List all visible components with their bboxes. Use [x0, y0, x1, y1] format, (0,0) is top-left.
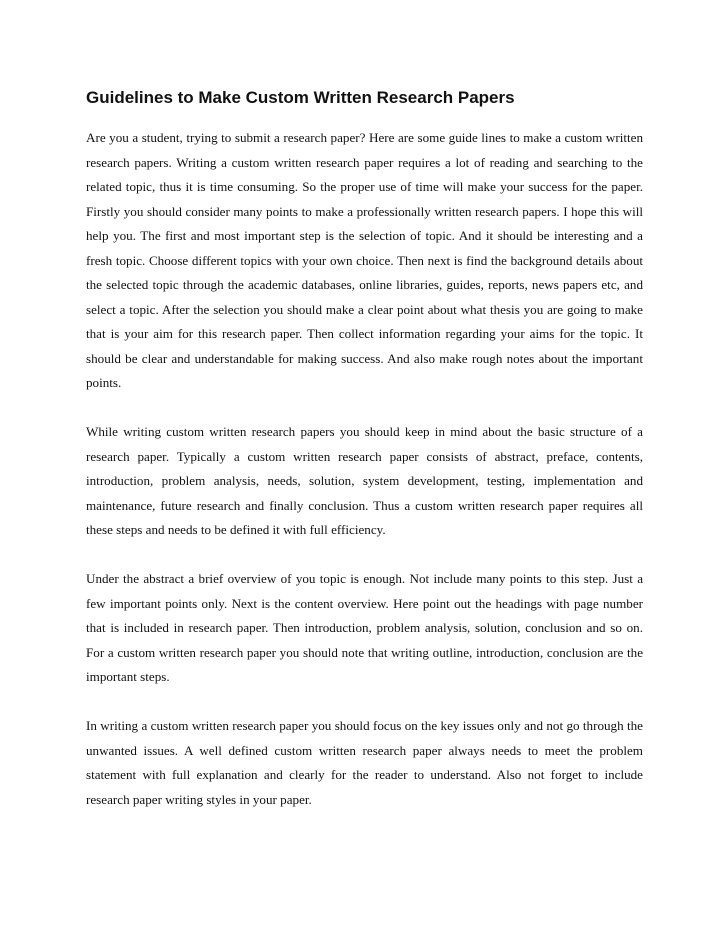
document-title: Guidelines to Make Custom Written Research Papers	[86, 88, 515, 107]
document-body	[86, 126, 643, 837]
paragraph-key-issues: In writing a custom written research paper you should focus on the key issues only and not go through the unwanted issues. A well defined custom written research paper always needs to meet the problem statement with full explanation and clearly for the reader to understand. Also not forget to include research paper writing styles in your paper.	[86, 718, 643, 807]
paragraph-abstract-overview: Under the abstract a brief overview of you topic is enough. Not include many points to this step. Just a few important points only. Next is the content overview. Here point out the headings with page number that is included in research paper. Then introduction, problem analysis, solution, conclusion and so on. For a custom written research paper you should note that writing outline, introduction, conclusion are the important steps.	[86, 571, 643, 684]
paragraph-topic-selection: Are you a student, trying to submit a research paper? Here are some guide lines to make a custom written research papers. Writing a custom written research paper requires a lot of reading and searching to the related topic, thus it is time consuming. So the proper use of time will make your success for the paper. Firstly you should consider many points to make a professionally written research papers. I hope this will help you. The first and most important step is the selection of topic. And it should be interesting and a fresh topic. Choose different topics with your own choice. Then next is find the background details about the selected topic through the academic databases, online libraries, guides, reports, news papers etc, and select a topic. After the selection you should make a clear point about what thesis you are going to make that is your aim for this research paper. Then collect information regarding your aims for the topic. It should be clear and understandable for making success. And also make rough notes about the important points.	[86, 130, 643, 390]
paragraph-paper-structure: While writing custom written research papers you should keep in mind about the basic structure of a research paper. Typically a custom written research paper consists of abstract, preface, contents, introduction, problem analysis, needs, solution, system development, testing, implementation and maintenance, future research and finally conclusion. Thus a custom written research paper requires all these steps and needs to be defined it with full efficiency.	[86, 424, 643, 537]
